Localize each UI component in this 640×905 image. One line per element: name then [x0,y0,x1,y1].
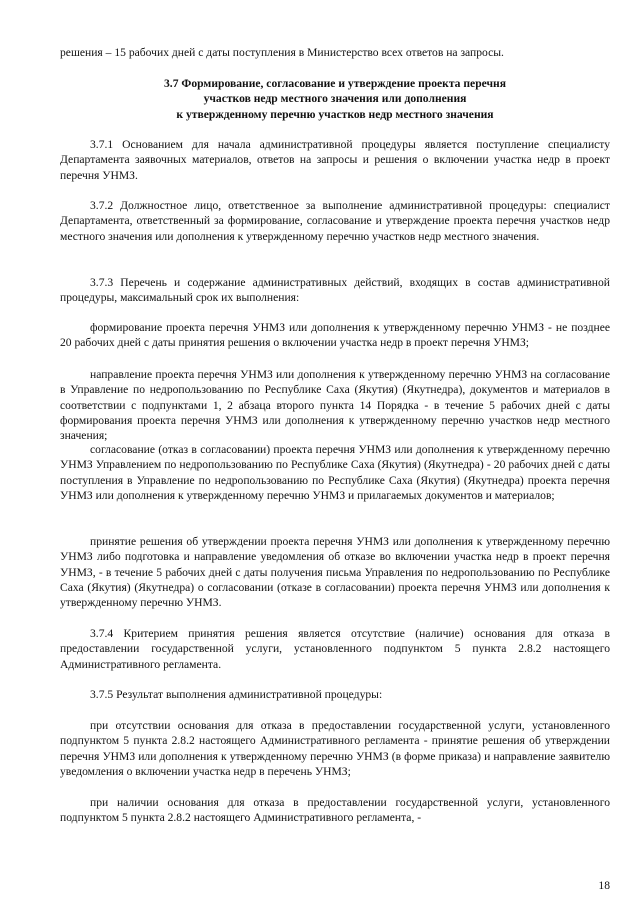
paragraph-3-7-1: 3.7.1 Основанием для начала административной процедуры является поступление специалисту Департамента заявочных материалов, ответов на запросы и решения о включении участка недр в проект перечня УНМЗ. [60,138,610,182]
heading-line-3: к утвержденному перечню участков недр местного значения [176,107,494,121]
paragraph-3-7-3: 3.7.3 Перечень и содержание административных действий, входящих в состав административной процедуры, максимальный срок их выполнения: [60,276,610,305]
heading-line-2: участков недр местного значения или дополнения [203,92,467,106]
section-heading [60,76,610,122]
heading-line-1: 3.7 Формирование, согласование и утверждение проекта перечня [164,77,506,90]
paragraph-result-absence: при отсутствии основания для отказа в предоставлении государственной услуги, установленного подпунктом 5 пункта 2.8.2 настоящего Административного регламента - принятие решения об утверждении перечня УНМЗ или дополнения к утвержденному перечню УНМЗ (в форме приказа) и направление заявителю уведомления о включении участка недр в перечень УНМЗ; [60,719,610,778]
continued-text: решения – 15 рабочих дней с даты поступления в Министерство всех ответов на запросы. [60,46,504,59]
paragraph-item-forming: формирование проекта перечня УНМЗ или дополнения к утвержденному перечню УНМЗ - не позднее 20 рабочих дней с даты принятия решения о включении участка недр в проект перечня УНМЗ; [60,321,610,350]
paragraph-3-7-4: 3.7.4 Критерием принятия решения является отсутствие (наличие) основания для отказа в предоставлении государственной услуги, установленного подпунктом 5 пункта 2.8.2 настоящего Административного регламента. [60,627,610,671]
paragraph-item-sending: направление проекта перечня УНМЗ или дополнения к утвержденному перечню УНМЗ на согласование в Управление по недропользованию по Республике Саха (Якутия) (Якутнедра), документов и материалов в соответствии с подпунктами 1, 2 абзаца второго пункта 14 Порядка - в течение 5 рабочих дней с даты формирования проекта перечня УНМЗ или дополнения к утвержденному перечню участков недр местного значения; [60,368,610,443]
paragraph-result-presence: при наличии основания для отказа в предоставлении государственной услуги, установленного подпунктом 5 пункта 2.8.2 настоящего Административного регламента, - [60,796,610,825]
paragraph-3-7-2: 3.7.2 Должностное лицо, ответственное за выполнение административной процедуры: специалист Департамента, ответственный за формирование, согласование и утверждение проекта перечня участков недр местного значения или дополнения к утвержденному перечню участков недр местного значения. [60,199,610,243]
paragraph-3-7-5: 3.7.5 Результат выполнения административной процедуры: [90,688,383,701]
paragraph-item-approval: согласование (отказ в согласовании) проекта перечня УНМЗ или дополнения к утвержденному перечню УНМЗ Управлением по недропользованию по Республике Саха (Якутия) (Якутнедра) - 20 рабочих дней с даты поступления в Управление по недропользованию по Республике Саха (Якутия) (Якутнедра) проекта перечня УНМЗ или дополнения к утвержденному перечню УНМЗ и прилагаемых документов и материалов; [60,443,610,502]
page-number: 18 [598,879,610,892]
paragraph-item-decision: принятие решения об утверждении проекта перечня УНМЗ или дополнения к утвержденному перечню УНМЗ либо подготовка и направление уведомления об отказе во включении участка недр в проект перечня УНМЗ, - в течение 5 рабочих дней с даты получения письма Управления по недропользованию по Республике Саха (Якутия) (Якутнедра) о согласовании (отказе в согласовании) проекта перечня УНМЗ или дополнения к утвержденному перечню УНМЗ. [60,535,610,610]
